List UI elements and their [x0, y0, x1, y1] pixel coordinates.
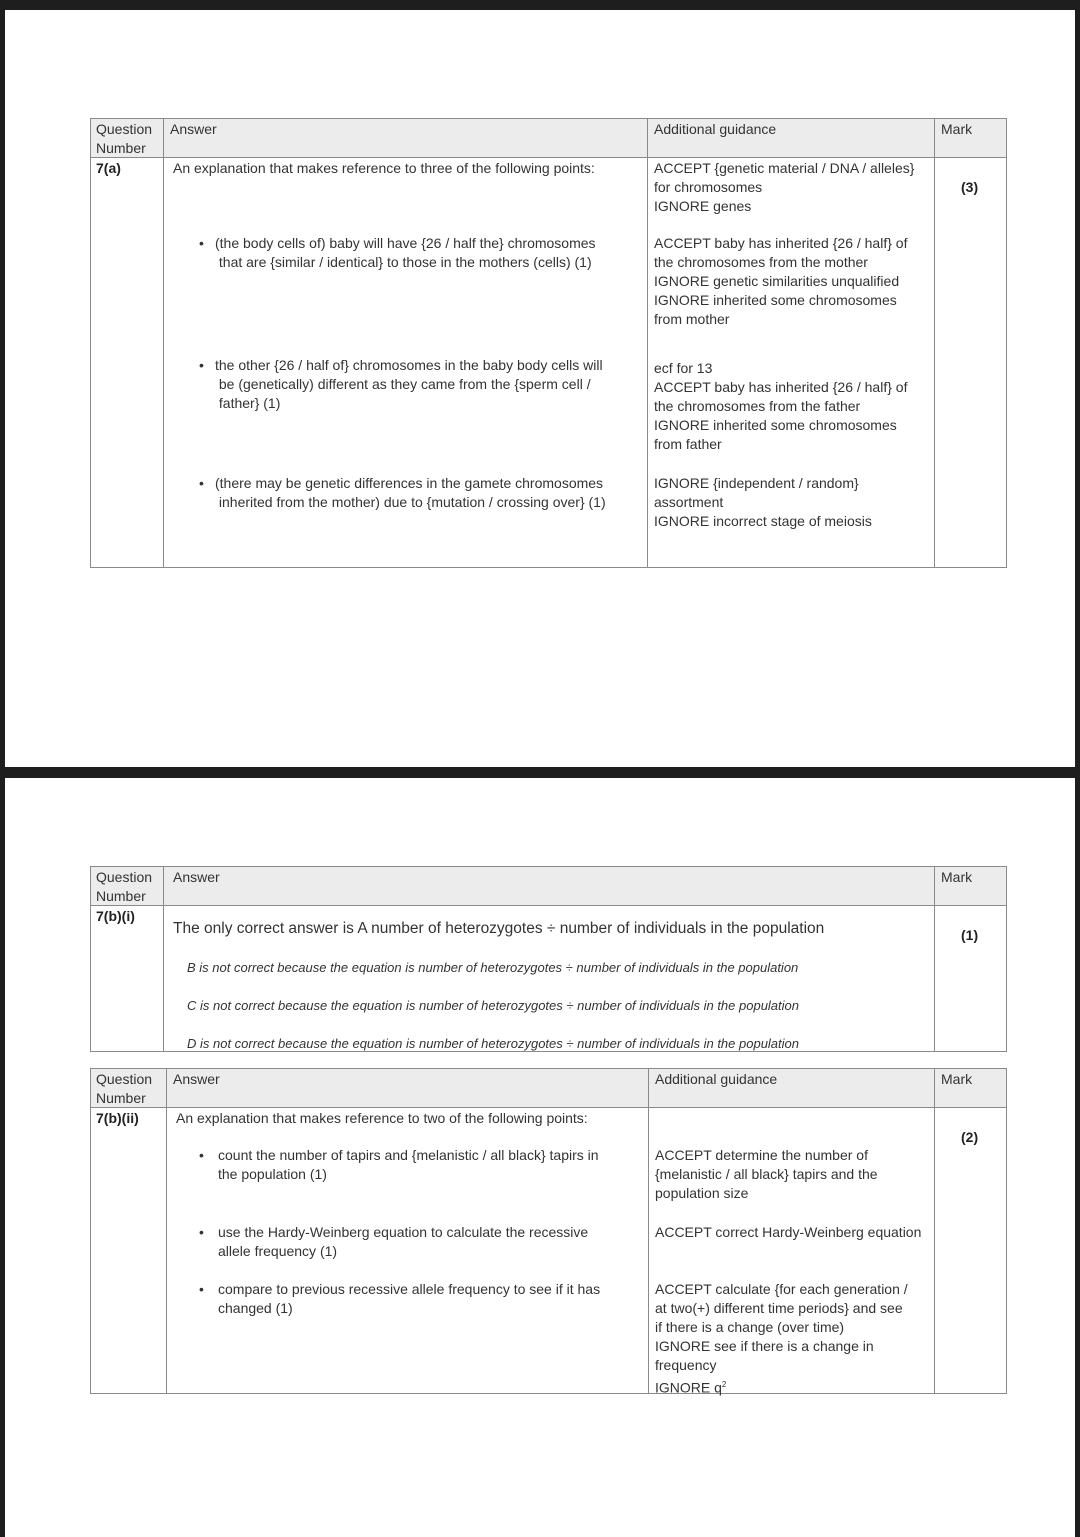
mark-scheme-page-2 [5, 778, 1075, 1537]
bullet-icon: • [199, 1224, 204, 1240]
table-7bi [90, 866, 1007, 1052]
bullet-icon: • [199, 1281, 204, 1297]
header-answer: Answer [173, 1071, 220, 1087]
answer-point: count the number of tapirs and {melanistic / all black} tapirs in the population (1) [218, 1147, 599, 1182]
question-number: 7(b)(ii) [96, 1110, 139, 1126]
guidance-block: ACCEPT correct Hardy-Weinberg equation [655, 1224, 922, 1240]
header-mark: Mark [941, 1071, 973, 1087]
mark-scheme-page-1 [5, 10, 1075, 767]
answer-point: compare to previous recessive allele frequency to see if it has changed (1) [218, 1281, 601, 1316]
table-7bii [90, 1068, 1007, 1394]
header-mark: Mark [941, 869, 973, 885]
header-answer: Answer [173, 869, 220, 885]
answer-intro: An explanation that makes reference to three of the following points: [173, 160, 595, 176]
answer-point: (the body cells of) baby will have {26 / half the} chromosomes that are {similar / identical} to those in the mothers (cells) (1) [215, 235, 596, 270]
guidance-block: ACCEPT {genetic material / DNA / alleles} for chromosomes IGNORE genes [654, 160, 915, 214]
header-mark: Mark [941, 121, 973, 137]
header-guidance: Additional guidance [655, 1071, 778, 1087]
guidance-block: IGNORE {independent / random} assortment IGNORE incorrect stage of meiosis [654, 475, 872, 529]
mark-value: (3) [961, 179, 979, 195]
header-guidance: Additional guidance [654, 121, 777, 137]
bullet-icon: • [199, 1147, 204, 1163]
bullet-icon: • [199, 475, 204, 491]
guidance-block: ecf for 13 ACCEPT baby has inherited {26 / half} of the chromosomes from the father IGNORE inherited some chromosomes from father [654, 360, 908, 452]
header-question-number: Question Number [96, 1071, 153, 1106]
question-number: 7(b)(i) [96, 908, 135, 924]
question-number: 7(a) [96, 160, 121, 176]
mark-value: (1) [961, 927, 979, 943]
correct-answer: The only correct answer is A number of heterozygotes ÷ number of individuals in the population [173, 920, 825, 937]
incorrect-option: B is not correct because the equation is number of heterozygotes ÷ number of individuals in the population [187, 960, 799, 975]
answer-point: the other {26 / half of} chromosomes in the baby body cells will be (genetically) different as they came from the {sperm cell / father} (1) [215, 357, 603, 411]
guidance-block: ACCEPT calculate {for each generation / at two(+) different time periods} and see if there is a change (over time) IGNORE see if there is a change in frequency IGNORE $q^2$ [655, 1281, 908, 1396]
header-question-number: Question Number [96, 869, 153, 904]
guidance-block: ACCEPT baby has inherited {26 / half} of the chromosomes from the mother IGNORE genetic similarities unqualified IGNORE inherited some chromosomes from mother [654, 235, 908, 327]
header-question-number: Question Number [96, 121, 153, 156]
guidance-block: ACCEPT determine the number of {melanistic / all black} tapirs and the population size [655, 1147, 878, 1201]
answer-intro: An explanation that makes reference to two of the following points: [176, 1110, 588, 1126]
answer-point: (there may be genetic differences in the gamete chromosomes inherited from the mother) due to {mutation / crossing over} (1) [215, 475, 606, 510]
incorrect-option: C is not correct because the equation is number of heterozygotes ÷ number of individuals in the population [187, 998, 799, 1013]
table-7a [90, 118, 1007, 568]
bullet-icon: • [199, 357, 204, 373]
bullet-icon: • [199, 235, 204, 251]
answer-point: use the Hardy-Weinberg equation to calculate the recessive allele frequency (1) [218, 1224, 589, 1259]
mark-value: (2) [961, 1129, 979, 1145]
header-answer: Answer [170, 121, 217, 137]
incorrect-option: D is not correct because the equation is number of heterozygotes ÷ number of individuals in the population [187, 1036, 799, 1051]
